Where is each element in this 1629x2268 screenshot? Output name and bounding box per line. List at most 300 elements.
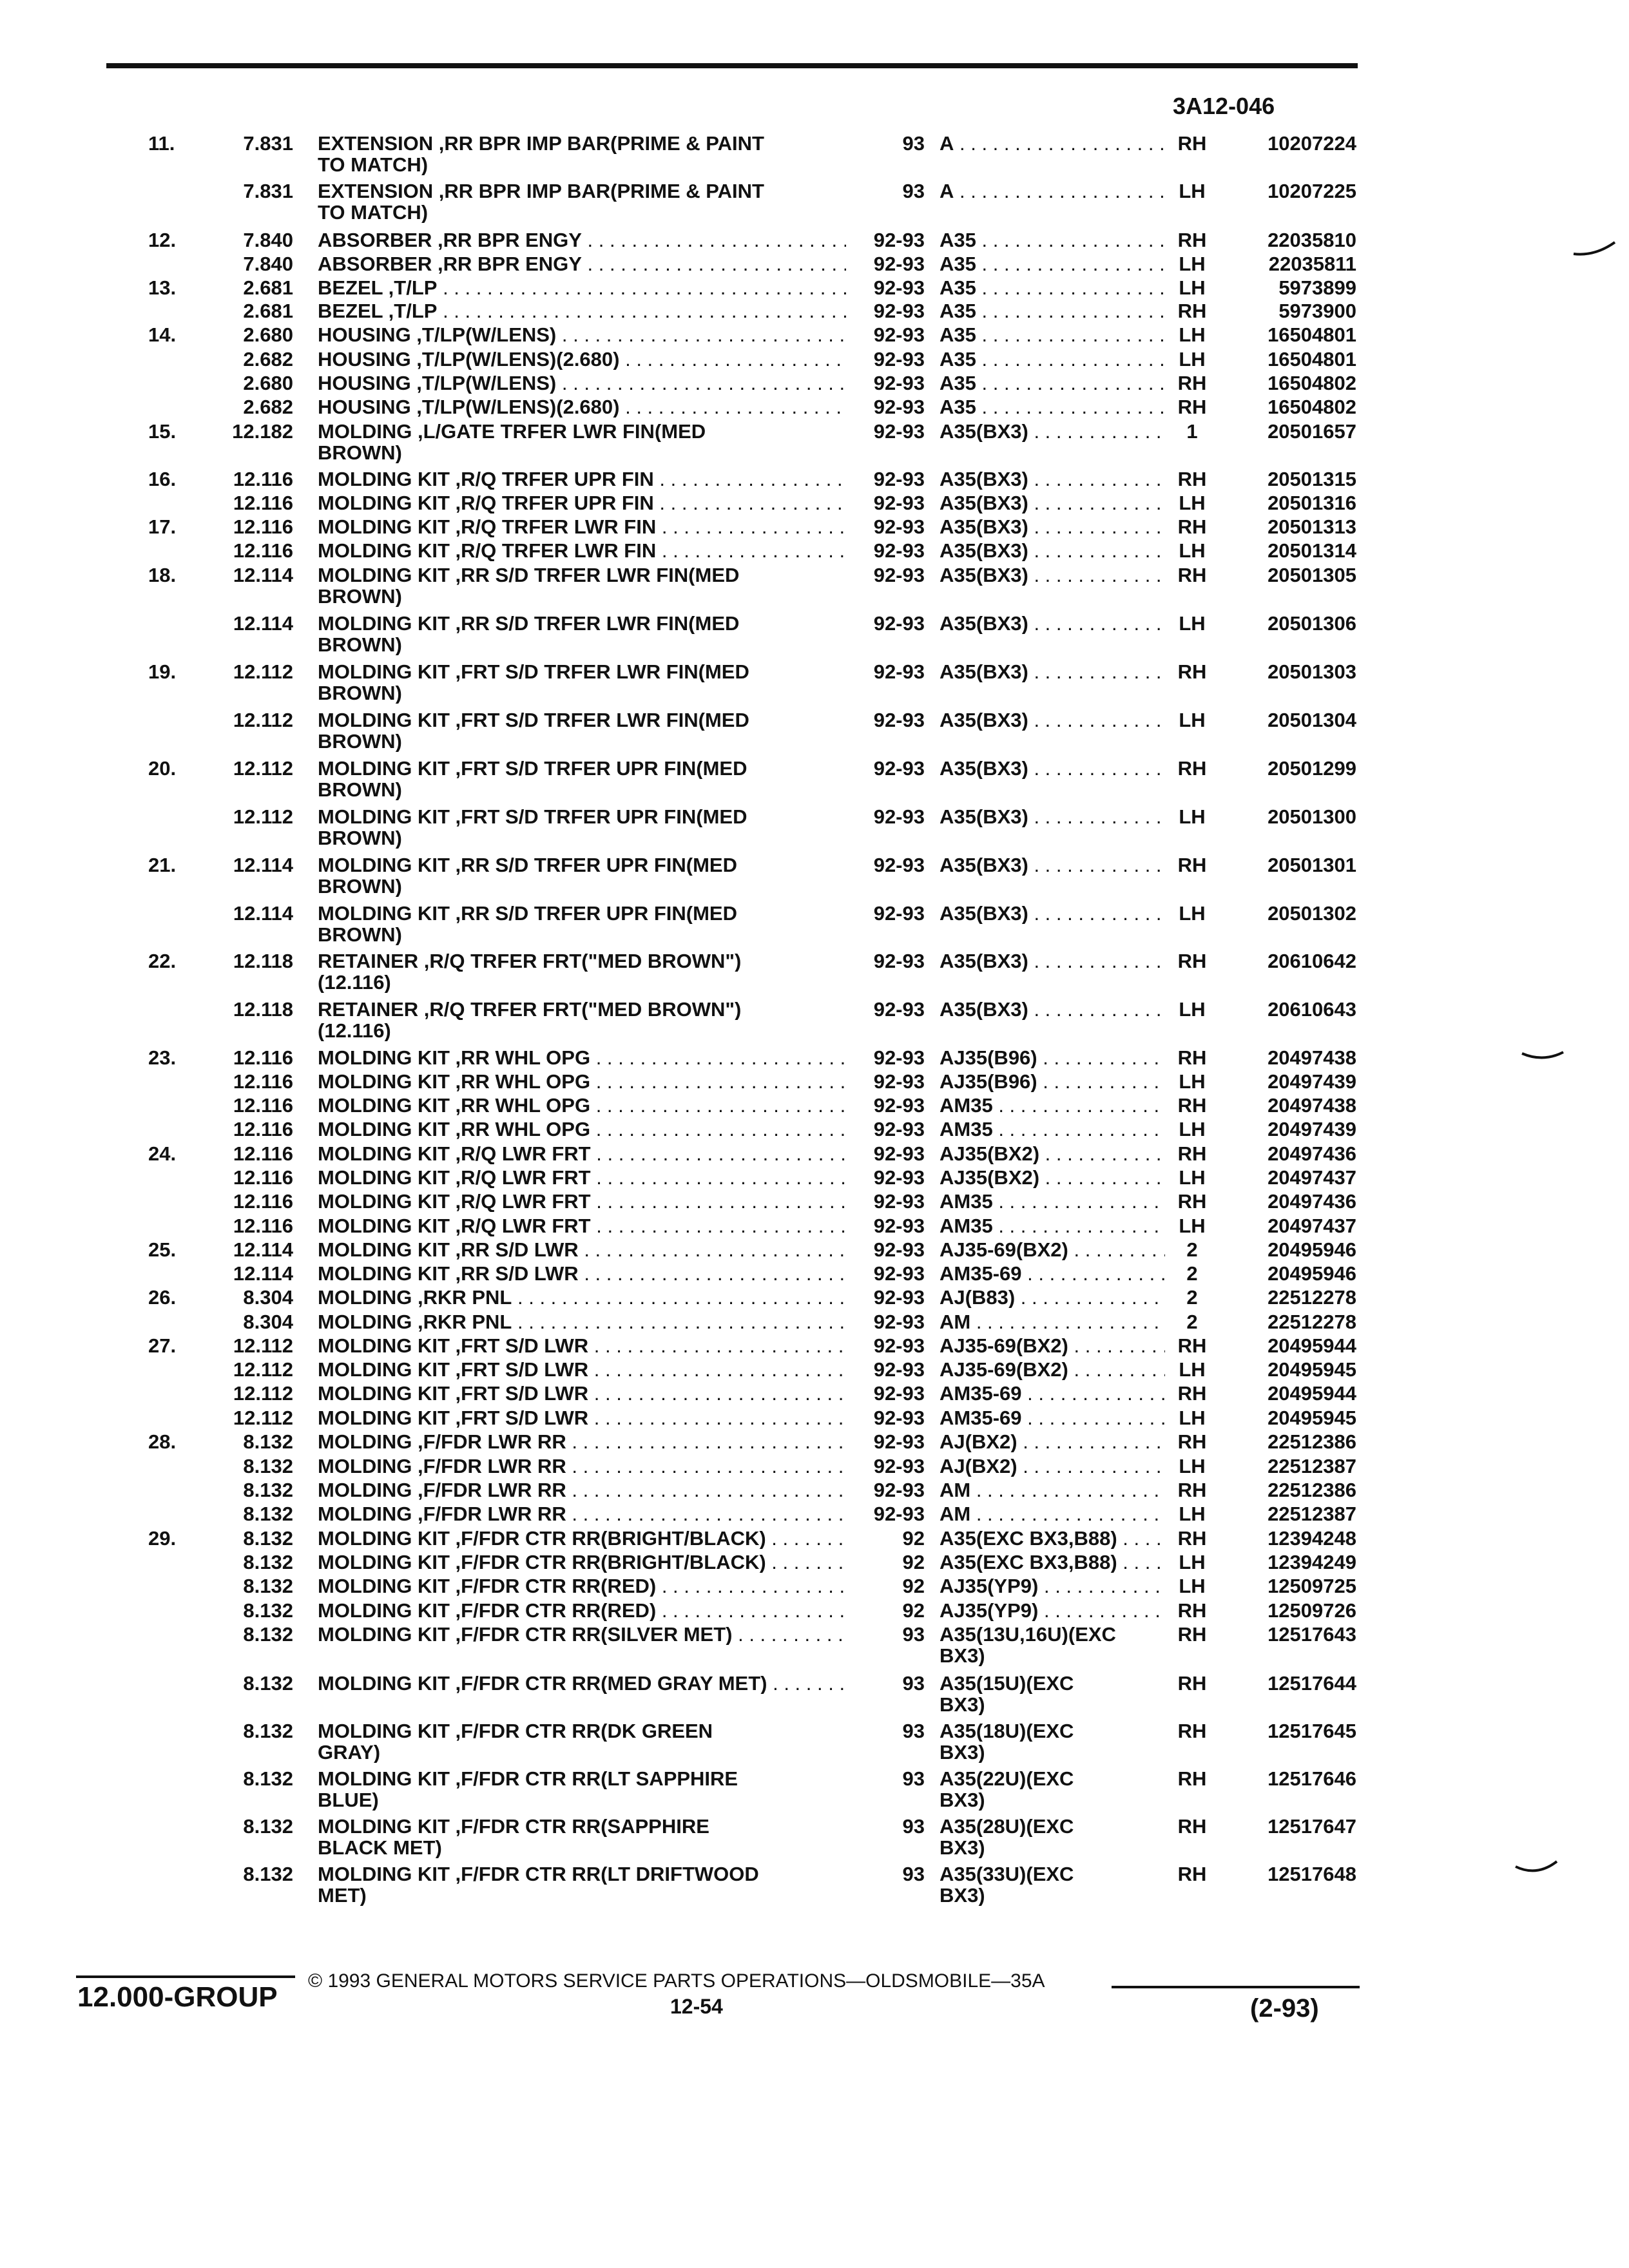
part-description <box>318 421 846 463</box>
part-description <box>318 516 846 537</box>
margin-tick-mark <box>1514 1859 1559 1878</box>
part-description <box>318 1287 846 1308</box>
side-or-qty: RH <box>1177 515 1207 538</box>
model-line: A35(BX3) . . . <box>940 950 1165 972</box>
model-line: A35 . . . <box>940 229 1165 251</box>
model-years: 92-93 <box>873 1311 925 1333</box>
part-number: 12394249 <box>1268 1551 1356 1573</box>
model-line: BX3) <box>940 1789 985 1811</box>
model-code <box>940 661 1165 682</box>
part-description <box>318 709 846 752</box>
description-line: BROWN) <box>318 682 402 704</box>
model-line: AM35 . . . <box>940 1191 1165 1212</box>
model-code <box>940 1383 1165 1404</box>
group-number: 12.116 <box>233 1190 293 1213</box>
part-number: 22512386 <box>1268 1479 1356 1501</box>
model-code <box>940 1119 1165 1140</box>
item-number: 22. <box>148 950 177 972</box>
model-years: 93 <box>902 1623 925 1646</box>
item-number: 26. <box>148 1286 177 1309</box>
model-years: 92-93 <box>873 276 925 299</box>
group-number: 12.114 <box>233 612 293 635</box>
model-line: A35(BX3) . . . <box>940 999 1165 1020</box>
model-years: 92-93 <box>873 1142 925 1165</box>
model-line: AJ35(B96) . . . <box>940 1047 1165 1068</box>
model-years: 92-93 <box>873 539 925 562</box>
model-line: AM35-69 . . . <box>940 1383 1165 1404</box>
model-code <box>940 1720 1165 1763</box>
group-number: 12.116 <box>233 1215 293 1237</box>
model-code <box>940 1431 1165 1452</box>
model-years: 92-93 <box>873 1070 925 1093</box>
description-line: MOLDING KIT ,FRT S/D LWR . . . <box>318 1359 846 1380</box>
side-or-qty: 2 <box>1186 1286 1198 1309</box>
model-code <box>940 492 1165 514</box>
part-number: 20501303 <box>1268 660 1356 683</box>
description-line: MOLDING KIT ,RR S/D TRFER UPR FIN(MED <box>318 854 737 876</box>
side-or-qty: RH <box>1177 1382 1207 1405</box>
footer-rule-right <box>1112 1986 1360 1988</box>
page-code: 3A12-046 <box>1173 93 1275 119</box>
side-or-qty: LH <box>1179 709 1206 731</box>
model-code <box>940 540 1165 561</box>
margin-tick-mark <box>1572 240 1617 259</box>
model-line: AM35-69 . . . <box>940 1407 1165 1428</box>
item-number: 11. <box>148 132 175 155</box>
model-years: 92-93 <box>873 348 925 370</box>
item-number: 25. <box>148 1238 177 1261</box>
group-number: 12.114 <box>233 902 293 925</box>
model-line: A35(EXC BX3,B88) . . . <box>940 1552 1165 1573</box>
description-line: BROWN) <box>318 827 402 849</box>
model-code <box>940 1863 1165 1906</box>
group-number: 8.132 <box>243 1503 293 1525</box>
model-line: A35(BX3) . . . <box>940 468 1165 490</box>
description-line: MOLDING KIT ,F/FDR CTR RR(MED GRAY MET) . . . <box>318 1673 846 1694</box>
side-or-qty: RH <box>1177 1623 1207 1646</box>
side-or-qty: LH <box>1179 276 1206 299</box>
part-description <box>318 253 846 274</box>
group-number: 7.840 <box>243 253 293 275</box>
model-years: 92-93 <box>873 420 925 443</box>
part-number: 20501299 <box>1268 757 1356 780</box>
group-number: 12.112 <box>233 1407 293 1429</box>
part-description <box>318 349 846 370</box>
model-years: 92-93 <box>873 1094 925 1117</box>
part-number: 20501316 <box>1268 492 1356 514</box>
description-line: MOLDING ,F/FDR LWR RR . . . <box>318 1479 846 1501</box>
side-or-qty: RH <box>1177 396 1207 418</box>
model-code <box>940 396 1165 418</box>
model-years: 92-93 <box>873 492 925 514</box>
description-line: MOLDING KIT ,RR WHL OPG . . . <box>318 1071 846 1092</box>
model-years: 92-93 <box>873 468 925 490</box>
model-years: 92-93 <box>873 229 925 251</box>
description-line: BROWN) <box>318 730 402 752</box>
part-description <box>318 1383 846 1404</box>
model-years: 92-93 <box>873 372 925 394</box>
part-description <box>318 229 846 251</box>
part-description <box>318 1119 846 1140</box>
description-line: BROWN) <box>318 875 402 897</box>
model-line: A35(33U)(EXC <box>940 1863 1074 1885</box>
side-or-qty: RH <box>1177 1863 1207 1885</box>
model-code <box>940 1528 1165 1549</box>
part-number: 12517643 <box>1268 1623 1356 1646</box>
model-code <box>940 1263 1165 1284</box>
part-number: 16504802 <box>1268 372 1356 394</box>
part-number: 16504801 <box>1268 348 1356 370</box>
margin-tick-mark <box>1521 1047 1566 1066</box>
description-line: MOLDING KIT ,RR S/D LWR . . . <box>318 1263 846 1284</box>
description-line: MOLDING KIT ,FRT S/D TRFER UPR FIN(MED <box>318 758 747 779</box>
description-line: MOLDING ,RKR PNL . . . <box>318 1311 846 1332</box>
part-number: 12517645 <box>1268 1720 1356 1742</box>
part-description <box>318 758 846 800</box>
description-line: MOLDING KIT ,F/FDR CTR RR(BRIGHT/BLACK) . . . <box>318 1528 846 1549</box>
footer-copyright: © 1993 GENERAL MOTORS SERVICE PARTS OPERATIONS—OLDSMOBILE—35A <box>308 1970 1045 1992</box>
part-number: 20501315 <box>1268 468 1356 490</box>
group-number: 2.682 <box>243 348 293 370</box>
part-description <box>318 1816 846 1858</box>
description-line: MOLDING KIT ,R/Q LWR FRT . . . <box>318 1191 846 1212</box>
side-or-qty: RH <box>1177 1046 1207 1069</box>
part-description <box>318 1768 846 1811</box>
part-description <box>318 854 846 897</box>
group-number: 8.132 <box>243 1551 293 1573</box>
model-code <box>940 1071 1165 1092</box>
part-description <box>318 277 846 298</box>
group-number: 12.116 <box>233 1046 293 1069</box>
part-number: 20610642 <box>1268 950 1356 972</box>
model-line: A35(BX3) . . . <box>940 492 1165 514</box>
part-description <box>318 1335 846 1356</box>
side-or-qty: RH <box>1177 1094 1207 1117</box>
model-years: 92 <box>902 1599 925 1622</box>
model-years: 93 <box>902 1767 925 1790</box>
side-or-qty: RH <box>1177 1815 1207 1838</box>
model-years: 92-93 <box>873 396 925 418</box>
item-number: 12. <box>148 229 177 251</box>
description-line: MOLDING KIT ,RR S/D TRFER LWR FIN(MED <box>318 613 740 634</box>
part-number: 12517646 <box>1268 1767 1356 1790</box>
item-number: 15. <box>148 420 177 443</box>
description-line: MOLDING ,F/FDR LWR RR . . . <box>318 1456 846 1477</box>
part-description <box>318 1239 846 1260</box>
part-number: 22035811 <box>1268 253 1356 275</box>
part-number: 12509725 <box>1268 1575 1356 1597</box>
model-code <box>940 516 1165 537</box>
part-number: 20497437 <box>1268 1166 1356 1189</box>
part-number: 16504801 <box>1268 323 1356 346</box>
part-number: 12517648 <box>1268 1863 1356 1885</box>
description-line: BROWN) <box>318 633 402 655</box>
model-line: A35(BX3) . . . <box>940 758 1165 779</box>
side-or-qty: LH <box>1179 1455 1206 1477</box>
description-line: MOLDING KIT ,FRT S/D TRFER LWR FIN(MED <box>318 709 749 731</box>
part-number: 20501314 <box>1268 539 1356 562</box>
model-years: 92-93 <box>873 300 925 322</box>
model-years: 92-93 <box>873 1238 925 1261</box>
model-years: 92-93 <box>873 564 925 586</box>
part-description <box>318 1359 846 1380</box>
model-code <box>940 1768 1165 1811</box>
model-years: 92-93 <box>873 1455 925 1477</box>
model-years: 92-93 <box>873 612 925 635</box>
part-description <box>318 1095 846 1116</box>
side-or-qty: RH <box>1177 372 1207 394</box>
model-line: AJ35-69(BX2) . . . <box>940 1239 1165 1260</box>
model-years: 92-93 <box>873 1118 925 1140</box>
description-line: BLUE) <box>318 1789 379 1811</box>
group-number: 2.680 <box>243 323 293 346</box>
description-line: MOLDING ,F/FDR LWR RR . . . <box>318 1431 846 1452</box>
part-number: 22035810 <box>1268 229 1356 251</box>
part-description <box>318 396 846 418</box>
side-or-qty: 2 <box>1186 1311 1198 1333</box>
model-years: 92-93 <box>873 1262 925 1285</box>
model-code <box>940 1287 1165 1308</box>
side-or-qty: LH <box>1179 612 1206 635</box>
part-number: 20497438 <box>1268 1094 1356 1117</box>
model-code <box>940 1239 1165 1260</box>
model-years: 92 <box>902 1527 925 1550</box>
model-code <box>940 1167 1165 1188</box>
part-number: 12517647 <box>1268 1815 1356 1838</box>
side-or-qty: LH <box>1179 1551 1206 1573</box>
model-line: AJ35(BX2) . . . <box>940 1143 1165 1164</box>
group-number: 7.831 <box>243 132 293 155</box>
part-description <box>318 806 846 849</box>
description-line: MOLDING KIT ,F/FDR CTR RR(LT DRIFTWOOD <box>318 1863 759 1885</box>
part-description <box>318 1431 846 1452</box>
side-or-qty: LH <box>1179 348 1206 370</box>
model-years: 93 <box>902 180 925 202</box>
group-number: 7.831 <box>243 180 293 202</box>
group-number: 12.116 <box>233 1118 293 1140</box>
side-or-qty: RH <box>1177 1527 1207 1550</box>
group-number: 12.112 <box>233 709 293 731</box>
footer-revision-date: (2-93) <box>1250 1994 1319 2023</box>
description-line: MOLDING KIT ,RR S/D LWR . . . <box>318 1239 846 1260</box>
description-line: MOLDING KIT ,F/FDR CTR RR(SAPPHIRE <box>318 1816 709 1837</box>
part-description <box>318 1456 846 1477</box>
model-code <box>940 999 1165 1020</box>
side-or-qty: LH <box>1179 1166 1206 1189</box>
model-code <box>940 1407 1165 1428</box>
group-number: 8.132 <box>243 1720 293 1742</box>
part-description <box>318 1311 846 1332</box>
model-years: 92-93 <box>873 1358 925 1381</box>
group-number: 8.132 <box>243 1863 293 1885</box>
description-line: RETAINER ,R/Q TRFER FRT("MED BROWN") <box>318 999 742 1020</box>
model-years: 92-93 <box>873 709 925 731</box>
group-number: 2.682 <box>243 396 293 418</box>
group-number: 12.114 <box>233 854 293 876</box>
model-code <box>940 1673 1165 1715</box>
description-line: MOLDING KIT ,F/FDR CTR RR(RED) . . . <box>318 1600 846 1621</box>
part-number: 20495944 <box>1268 1334 1356 1357</box>
side-or-qty: RH <box>1177 1720 1207 1742</box>
side-or-qty: LH <box>1179 253 1206 275</box>
model-code <box>940 1503 1165 1524</box>
description-line: MOLDING KIT ,R/Q TRFER LWR FIN . . . <box>318 540 846 561</box>
description-line: ABSORBER ,RR BPR ENGY . . . <box>318 229 846 251</box>
description-line: BEZEL ,T/LP . . . <box>318 277 846 298</box>
part-description <box>318 613 846 655</box>
model-code <box>940 758 1165 779</box>
group-number: 2.680 <box>243 372 293 394</box>
model-line: A35(BX3) . . . <box>940 903 1165 924</box>
model-years: 92-93 <box>873 998 925 1021</box>
side-or-qty: RH <box>1177 1190 1207 1213</box>
model-code <box>940 253 1165 274</box>
model-years: 92-93 <box>873 1166 925 1189</box>
group-number: 8.132 <box>243 1455 293 1477</box>
part-number: 20495946 <box>1268 1262 1356 1285</box>
model-years: 92-93 <box>873 1190 925 1213</box>
group-number: 12.116 <box>233 539 293 562</box>
group-number: 12.116 <box>233 1166 293 1189</box>
side-or-qty: RH <box>1177 564 1207 586</box>
model-code <box>940 1095 1165 1116</box>
model-line: A35(13U,16U)(EXC <box>940 1624 1116 1645</box>
part-number: 20495946 <box>1268 1238 1356 1261</box>
footer-group-label: 12.000-GROUP <box>77 1981 278 2013</box>
model-years: 92-93 <box>873 1503 925 1525</box>
item-number: 24. <box>148 1142 177 1165</box>
model-years: 92-93 <box>873 1479 925 1501</box>
description-line: MOLDING KIT ,RR S/D TRFER UPR FIN(MED <box>318 903 737 924</box>
part-description <box>318 1600 846 1621</box>
description-line: MOLDING KIT ,F/FDR CTR RR(SILVER MET) . . . <box>318 1624 846 1645</box>
model-line: A35(18U)(EXC <box>940 1720 1074 1742</box>
part-number: 10207224 <box>1268 132 1356 155</box>
part-number: 20610643 <box>1268 998 1356 1021</box>
group-number: 12.116 <box>233 1070 293 1093</box>
part-description <box>318 1863 846 1906</box>
model-line: A35 . . . <box>940 324 1165 345</box>
group-number: 12.114 <box>233 1262 293 1285</box>
description-line: MOLDING KIT ,FRT S/D LWR . . . <box>318 1383 846 1404</box>
part-description <box>318 1503 846 1524</box>
model-years: 92-93 <box>873 1334 925 1357</box>
item-number: 16. <box>148 468 177 490</box>
group-number: 2.681 <box>243 276 293 299</box>
part-description <box>318 1143 846 1164</box>
part-description <box>318 564 846 607</box>
part-number: 20495945 <box>1268 1358 1356 1381</box>
side-or-qty: LH <box>1179 539 1206 562</box>
part-description <box>318 1047 846 1068</box>
part-description <box>318 540 846 561</box>
part-description <box>318 1552 846 1573</box>
item-number: 21. <box>148 854 177 876</box>
model-years: 92-93 <box>873 515 925 538</box>
model-years: 93 <box>902 1863 925 1885</box>
description-line: MOLDING KIT ,R/Q TRFER LWR FIN . . . <box>318 516 846 537</box>
group-number: 8.132 <box>243 1623 293 1646</box>
description-line: MOLDING KIT ,RR WHL OPG . . . <box>318 1095 846 1116</box>
description-line: HOUSING ,T/LP(W/LENS) . . . <box>318 324 846 345</box>
model-years: 92-93 <box>873 323 925 346</box>
model-years: 92-93 <box>873 1286 925 1309</box>
model-code <box>940 468 1165 490</box>
model-line: A35(BX3) . . . <box>940 540 1165 561</box>
group-number: 2.681 <box>243 300 293 322</box>
description-line: EXTENSION ,RR BPR IMP BAR(PRIME & PAINT <box>318 180 764 202</box>
side-or-qty: LH <box>1179 1503 1206 1525</box>
model-years: 93 <box>902 1815 925 1838</box>
group-number: 8.132 <box>243 1527 293 1550</box>
model-line: AM . . . <box>940 1503 1165 1524</box>
part-description <box>318 1167 846 1188</box>
model-line: A35(BX3) . . . <box>940 854 1165 876</box>
model-code <box>940 300 1165 322</box>
model-line: A35 . . . <box>940 277 1165 298</box>
description-line: (12.116) <box>318 1019 391 1041</box>
model-years: 92-93 <box>873 805 925 828</box>
group-number: 12.116 <box>233 492 293 514</box>
part-description <box>318 1575 846 1597</box>
model-line: A35(BX3) . . . <box>940 516 1165 537</box>
side-or-qty: LH <box>1179 180 1206 202</box>
model-line: BX3) <box>940 1884 985 1906</box>
side-or-qty: RH <box>1177 1334 1207 1357</box>
part-description <box>318 468 846 490</box>
description-line: BROWN) <box>318 923 402 945</box>
model-years: 93 <box>902 1720 925 1742</box>
side-or-qty: RH <box>1177 660 1207 683</box>
side-or-qty: LH <box>1179 323 1206 346</box>
group-number: 8.304 <box>243 1286 293 1309</box>
group-number: 8.132 <box>243 1767 293 1790</box>
group-number: 12.116 <box>233 515 293 538</box>
group-number: 12.182 <box>232 420 293 443</box>
part-number: 5973900 <box>1278 300 1356 322</box>
model-code <box>940 1575 1165 1597</box>
model-code <box>940 349 1165 370</box>
group-number: 8.132 <box>243 1575 293 1597</box>
description-line: BROWN) <box>318 585 402 607</box>
part-number: 10207225 <box>1268 180 1356 202</box>
part-number: 20495945 <box>1268 1407 1356 1429</box>
description-line: GRAY) <box>318 1741 381 1763</box>
part-number: 12394248 <box>1268 1527 1356 1550</box>
side-or-qty: LH <box>1179 998 1206 1021</box>
model-years: 92-93 <box>873 1382 925 1405</box>
description-line: MOLDING KIT ,F/FDR CTR RR(BRIGHT/BLACK) . . . <box>318 1552 846 1573</box>
description-line: MOLDING KIT ,R/Q LWR FRT . . . <box>318 1167 846 1188</box>
description-line: RETAINER ,R/Q TRFER FRT("MED BROWN") <box>318 950 742 972</box>
part-description <box>318 492 846 514</box>
model-line: BX3) <box>940 1644 985 1666</box>
group-number: 12.116 <box>233 1094 293 1117</box>
description-line: MET) <box>318 1884 367 1906</box>
model-code <box>940 1479 1165 1501</box>
model-line: AM35-69 . . . <box>940 1263 1165 1284</box>
item-number: 20. <box>148 757 177 780</box>
side-or-qty: RH <box>1177 1430 1207 1453</box>
description-line: MOLDING KIT ,FRT S/D LWR . . . <box>318 1335 846 1356</box>
model-years: 92-93 <box>873 1430 925 1453</box>
side-or-qty: RH <box>1177 950 1207 972</box>
item-number: 17. <box>148 515 177 538</box>
part-description <box>318 1624 846 1645</box>
model-code <box>940 1624 1165 1666</box>
description-line: MOLDING KIT ,RR WHL OPG . . . <box>318 1119 846 1140</box>
model-years: 92-93 <box>873 757 925 780</box>
